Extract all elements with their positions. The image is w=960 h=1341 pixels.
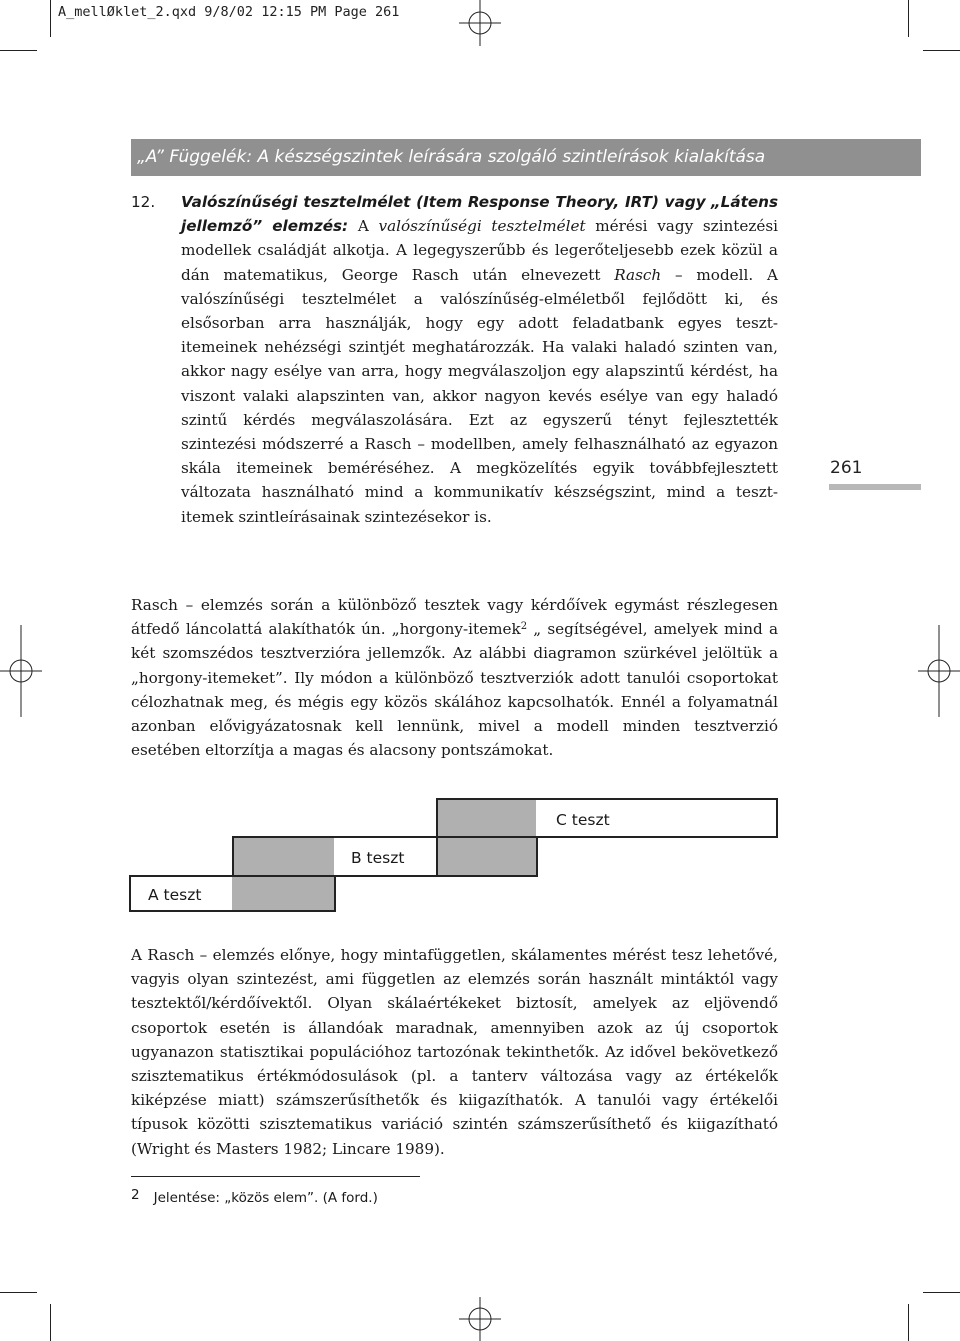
crop-mark bbox=[923, 1292, 960, 1293]
term-rasch: Rasch bbox=[614, 265, 662, 284]
section-lead: A bbox=[357, 217, 379, 236]
section-12-paragraph bbox=[131, 190, 779, 529]
registration-mark-top bbox=[459, 0, 501, 46]
footnote bbox=[131, 1187, 378, 1206]
footnote-text: Jelentése: „közös elem”. (A ford.) bbox=[153, 1190, 378, 1206]
section-text-1: mérési vagy szintezési modellek családját alkotja. A legegyszerűbb és legerőteljesebb ezek közül a dán matematikus, George Rasch után elnevezett bbox=[181, 217, 779, 284]
para2-text-1: Rasch – elemzés során a különböző tesztek vagy kérdőívek egymást részlegesen átfedő láncolattá alakíthatók ún. „horgony-itemek bbox=[131, 596, 778, 639]
crop-mark bbox=[923, 50, 960, 51]
appendix-header-banner: „A” Függelék: A készségszintek leírására szolgáló szintleírások kialakítása bbox=[131, 139, 921, 176]
crop-mark bbox=[908, 1304, 909, 1341]
rasch-advantages-paragraph: A Rasch – elemzés előnye, hogy mintafüggetlen, skálamentes mérést tesz lehetővé, vagyis olyan szintezést, ami független az elemzés során használt mintáktól vagy tesztektől/kérdőívektől. Olyan skálaértékeket biztosít, amelyek az eljövendő csoportok esetén is állandóak maradnak, amennyiben azok az új csoportok ugyanazon statisztikai populációhoz tartozónak tekinthetők. Az idővel bekövetkező szisztematikus értékmódosulások (pl. a tanterv változása vagy az értékelők kiképzése miatt) számszerűsíthetők és kiigazíthatók. A tanulói vagy értékelői típusok közötti szisztematikus variáció szintén számszerűsíthető és kiigazítható (Wright és Masters 1982; Lincare 1989). bbox=[131, 946, 778, 1158]
rasch-chain-paragraph bbox=[131, 593, 778, 762]
crop-mark bbox=[50, 0, 51, 37]
anchor-block-bc-top bbox=[438, 800, 536, 836]
anchor-block-ab-top bbox=[234, 838, 334, 875]
test-a-label: A teszt bbox=[148, 886, 202, 904]
crop-mark bbox=[50, 1304, 51, 1341]
term-emphasis: valószínűségi tesztelmélet bbox=[378, 217, 586, 236]
footnote-number: 2 bbox=[131, 1187, 140, 1203]
crop-mark bbox=[908, 0, 909, 37]
crop-mark bbox=[0, 50, 37, 51]
anchor-block-ab bbox=[232, 875, 336, 912]
crop-mark bbox=[0, 1292, 37, 1293]
anchor-block-bc bbox=[436, 836, 538, 877]
footnote-ref: 2 bbox=[520, 621, 528, 633]
test-b-label: B teszt bbox=[351, 849, 405, 867]
registration-mark-left bbox=[0, 625, 42, 717]
section-number: 12. bbox=[131, 193, 156, 211]
registration-mark-right bbox=[918, 625, 960, 717]
registration-mark-bottom bbox=[459, 1297, 501, 1341]
page-number: 261 bbox=[830, 458, 863, 478]
term-irt: Valószínűségi tesztelmélet (Item Response Theory, IRT) vagy bbox=[181, 193, 706, 211]
test-c-label: C teszt bbox=[556, 811, 610, 829]
print-slug: A_mellØklet_2.qxd 9/8/02 12:15 PM Page 261 bbox=[58, 4, 400, 20]
footnote-rule bbox=[131, 1176, 420, 1177]
page-number-bar bbox=[829, 484, 921, 490]
section-text-2: – modell. A valószínűségi tesztelmélet a valószínűség-elméletből fejlődött ki, és elsősorban arra használják, hogy egy adott feladatbank egyes teszt-itemeinek nehézségi szintjét meghatározzák. Ha valaki haladó szinten van, akkor nagy esélye van arra, hogy megválaszoljon egy alapszintű kérdést, ha viszont valaki alapszinten van, akkor nagyon kevés esélye van egy haladó szintű kérdés megválaszolására. Ezt az egyszerű tényt fejlesztették szintezési módszerré a Rasch – modellben, amely felhasználható az egyazon skála itemeinek beméréséhez. A megközelítés egyik továbbfejlesztett változata használható mind a kommunikatív készségszint, mind a teszt-itemek szintleírásainak szintezésekor is. bbox=[181, 265, 778, 526]
para2-text-2: „ segítségével, amelyek mind a két szomszédos tesztverzióra jellemzők. Az alábbi diagramon szürkével jelöltük a „horgony-itemeket”. Ily módon a különböző tesztverziók adott tanulói csoportokat célozhatnak meg, és mégis egy közös skálához kapcsolhatók. Ennél a folyamatnál azonban elővigyázatosnak kell lennünk, mivel a modell minden tesztverzió esetében eltorzítja a magas és alacsony pontszámokat. bbox=[131, 620, 778, 760]
term-latent-trait: „Látens jellemző” elemzés: bbox=[181, 193, 778, 236]
